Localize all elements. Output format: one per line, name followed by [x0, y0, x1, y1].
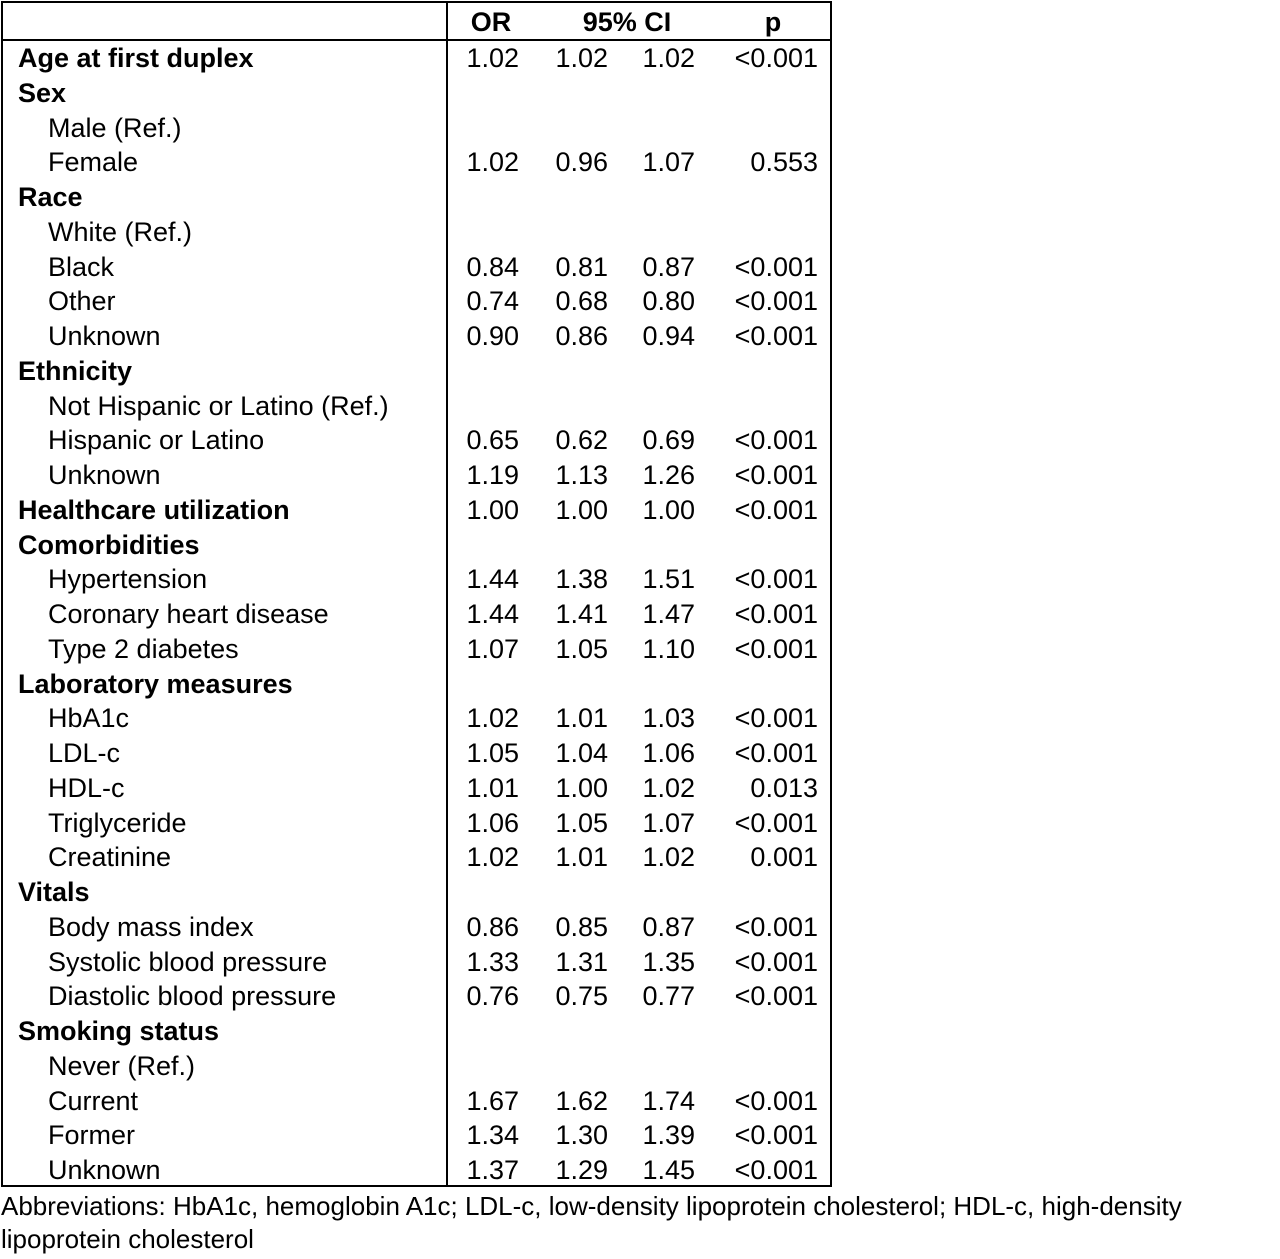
- ci-upper-cell: 1.35: [642, 946, 695, 977]
- ci-upper-cell: 0.87: [642, 911, 695, 942]
- category-label: Vitals: [18, 877, 90, 907]
- p-value-cell: <0.001: [734, 807, 818, 838]
- subcategory-label: Black: [48, 251, 115, 282]
- ci-lower-cell: 1.13: [555, 460, 608, 490]
- odds-ratio-cell: 1.67: [466, 1085, 519, 1116]
- subcategory-label: Female: [48, 147, 139, 178]
- odds-ratio-cell: 1.02: [466, 703, 519, 734]
- table-row: [3, 840, 830, 875]
- subcategory-label: White (Ref.): [48, 216, 193, 247]
- table-row: [3, 145, 830, 180]
- subcategory-label: Diastolic blood pressure: [48, 981, 337, 1012]
- odds-ratio-cell: 0.76: [466, 981, 519, 1012]
- table-row: [3, 284, 830, 319]
- table-row: [3, 1049, 830, 1084]
- table-row: [3, 180, 830, 215]
- ci-upper-cell: 1.07: [642, 807, 695, 838]
- subcategory-label: Former: [48, 1120, 135, 1151]
- p-value-cell: <0.001: [734, 286, 818, 317]
- table-row: [3, 528, 830, 563]
- category-label: Ethnicity: [18, 355, 133, 386]
- subcategory-label: HDL-c: [48, 772, 125, 803]
- subcategory-label: Unknown: [48, 1155, 161, 1185]
- ci-upper-cell: 0.80: [642, 286, 695, 317]
- p-value-cell: <0.001: [734, 599, 818, 629]
- table-row: [3, 701, 830, 736]
- table-row: [3, 910, 830, 945]
- p-value-cell: <0.001: [734, 1085, 818, 1116]
- subcategory-label: Systolic blood pressure: [48, 946, 328, 977]
- subcategory-label: Other: [48, 286, 116, 317]
- odds-ratio-cell: 1.19: [466, 460, 519, 490]
- table-row: [3, 493, 830, 528]
- odds-ratio-cell: 1.01: [466, 772, 519, 803]
- ci-lower-cell: 1.01: [555, 703, 608, 734]
- category-label: Smoking status: [18, 1016, 220, 1046]
- table-row: [3, 389, 830, 424]
- table-row: [3, 945, 830, 980]
- ci-upper-cell: 1.39: [642, 1120, 695, 1151]
- ci-upper-cell: 1.07: [642, 147, 695, 178]
- table-row: [3, 736, 830, 771]
- table-row: [3, 597, 830, 632]
- table-row: [3, 771, 830, 806]
- p-value-cell: <0.001: [734, 494, 818, 525]
- subcategory-label: Unknown: [48, 460, 161, 490]
- odds-ratio-cell: 1.02: [466, 147, 519, 178]
- odds-ratio-table: [1, 1, 832, 1187]
- ci-lower-cell: 0.68: [555, 286, 608, 317]
- ci-lower-cell: 1.05: [555, 807, 608, 838]
- p-value-cell: <0.001: [734, 425, 818, 456]
- odds-ratio-cell: 0.90: [466, 321, 519, 351]
- table-row: [3, 354, 830, 389]
- subcategory-label: Hypertension: [48, 564, 208, 595]
- category-label: Laboratory measures: [18, 668, 293, 699]
- table-row: [3, 319, 830, 354]
- ci-lower-cell: 1.31: [555, 946, 608, 977]
- category-label: Healthcare utilization: [18, 494, 290, 525]
- ci-upper-cell: 1.47: [642, 599, 695, 629]
- table-row: [3, 111, 830, 146]
- ci-upper-cell: 1.74: [642, 1085, 695, 1116]
- p-value-cell: <0.001: [734, 564, 818, 595]
- ci-lower-cell: 1.00: [555, 772, 608, 803]
- odds-ratio-cell: 1.02: [466, 43, 519, 73]
- ci-lower-cell: 1.41: [555, 599, 608, 629]
- subcategory-label: LDL-c: [48, 738, 121, 768]
- table-row: [3, 458, 830, 493]
- ci-lower-cell: 1.04: [555, 738, 608, 768]
- odds-ratio-cell: 0.74: [466, 286, 519, 317]
- ci-lower-cell: 1.05: [555, 633, 608, 664]
- subcategory-label: Never (Ref.): [48, 1050, 196, 1081]
- p-value-cell: <0.001: [734, 43, 818, 73]
- ci-lower-cell: 0.96: [555, 147, 608, 178]
- ci-upper-cell: 1.51: [642, 564, 695, 595]
- ci-lower-cell: 1.29: [555, 1155, 608, 1185]
- ci-lower-cell: 1.30: [555, 1120, 608, 1151]
- p-value-cell: <0.001: [734, 1155, 818, 1185]
- p-value-cell: <0.001: [734, 703, 818, 734]
- subcategory-label: Hispanic or Latino: [48, 425, 265, 456]
- p-value-cell: <0.001: [734, 251, 818, 282]
- table-row: [3, 562, 830, 597]
- ci-lower-cell: 0.85: [555, 911, 608, 942]
- ci-lower-cell: 1.02: [555, 43, 608, 73]
- subcategory-label: Current: [48, 1085, 139, 1116]
- category-label: Sex: [18, 77, 67, 108]
- ci-upper-cell: 1.06: [642, 738, 695, 768]
- table-row: [3, 250, 830, 285]
- odds-ratio-cell: 1.06: [466, 807, 519, 838]
- ci-upper-cell: 1.02: [642, 842, 695, 873]
- ci-upper-cell: 1.45: [642, 1155, 695, 1185]
- ci-upper-cell: 0.77: [642, 981, 695, 1012]
- header-95-ci: 95% CI: [582, 7, 672, 37]
- table-row: [3, 667, 830, 702]
- p-value-cell: <0.001: [734, 1120, 818, 1151]
- odds-ratio-cell: 1.07: [466, 633, 519, 664]
- subcategory-label: Type 2 diabetes: [48, 633, 239, 664]
- odds-ratio-cell: 1.34: [466, 1120, 519, 1151]
- p-value-cell: <0.001: [734, 911, 818, 942]
- table-row: [3, 1084, 830, 1119]
- p-value-cell: <0.001: [734, 981, 818, 1012]
- table-row: [3, 875, 830, 910]
- table-row: [3, 632, 830, 667]
- header-or: OR: [470, 7, 512, 37]
- subcategory-label: Male (Ref.): [48, 112, 182, 143]
- odds-ratio-cell: 1.44: [466, 599, 519, 629]
- p-value-cell: <0.001: [734, 633, 818, 664]
- subcategory-label: Triglyceride: [48, 807, 187, 838]
- subcategory-label: Unknown: [48, 321, 161, 351]
- subcategory-label: Not Hispanic or Latino (Ref.): [48, 390, 389, 421]
- odds-ratio-cell: 0.84: [466, 251, 519, 282]
- ci-upper-cell: 1.02: [642, 772, 695, 803]
- odds-ratio-cell: 0.65: [466, 425, 519, 456]
- table-row: [3, 76, 830, 111]
- subcategory-label: Coronary heart disease: [48, 599, 329, 629]
- odds-ratio-cell: 1.33: [466, 946, 519, 977]
- odds-ratio-cell: 1.44: [466, 564, 519, 595]
- ci-upper-cell: 0.94: [642, 321, 695, 351]
- ci-lower-cell: 0.81: [555, 251, 608, 282]
- p-value-cell: 0.001: [750, 842, 818, 873]
- table-row: [3, 41, 830, 76]
- ci-lower-cell: 1.38: [555, 564, 608, 595]
- ci-lower-cell: 0.86: [555, 321, 608, 351]
- header-p: p: [764, 7, 782, 37]
- ci-upper-cell: 1.03: [642, 703, 695, 734]
- table-row: [3, 1014, 830, 1049]
- subcategory-label: Body mass index: [48, 911, 254, 942]
- ci-lower-cell: 0.75: [555, 981, 608, 1012]
- odds-ratio-cell: 1.37: [466, 1155, 519, 1185]
- subcategory-label: HbA1c: [48, 703, 130, 734]
- p-value-cell: <0.001: [734, 321, 818, 351]
- subcategory-label: Creatinine: [48, 842, 172, 873]
- p-value-cell: <0.001: [734, 946, 818, 977]
- table-row: [3, 1153, 830, 1188]
- ci-lower-cell: 1.62: [555, 1085, 608, 1116]
- odds-ratio-cell: 1.00: [466, 494, 519, 525]
- category-label: Comorbidities: [18, 529, 200, 560]
- category-label: Age at first duplex: [18, 43, 254, 73]
- footnote: Abbreviations: HbA1c, hemoglobin A1c; LDL-c, low-density lipoprotein cholesterol; HDL-c, high-density lipoprotein cholesterol: [1, 1191, 1182, 1254]
- ci-lower-cell: 0.62: [555, 425, 608, 456]
- odds-ratio-cell: 1.02: [466, 842, 519, 873]
- ci-lower-cell: 1.00: [555, 494, 608, 525]
- ci-lower-cell: 1.01: [555, 842, 608, 873]
- ci-upper-cell: 0.69: [642, 425, 695, 456]
- table-row: [3, 423, 830, 458]
- table-row: [3, 979, 830, 1014]
- ci-upper-cell: 1.10: [642, 633, 695, 664]
- ci-upper-cell: 1.00: [642, 494, 695, 525]
- ci-upper-cell: 0.87: [642, 251, 695, 282]
- p-value-cell: 0.553: [750, 147, 818, 178]
- table-row: [3, 806, 830, 841]
- p-value-cell: 0.013: [750, 772, 818, 803]
- p-value-cell: <0.001: [734, 738, 818, 768]
- odds-ratio-cell: 1.05: [466, 738, 519, 768]
- table-row: [3, 1118, 830, 1153]
- ci-upper-cell: 1.26: [642, 460, 695, 490]
- p-value-cell: <0.001: [734, 460, 818, 490]
- odds-ratio-cell: 0.86: [466, 911, 519, 942]
- ci-upper-cell: 1.02: [642, 43, 695, 73]
- category-label: Race: [18, 182, 83, 212]
- table-row: [3, 215, 830, 250]
